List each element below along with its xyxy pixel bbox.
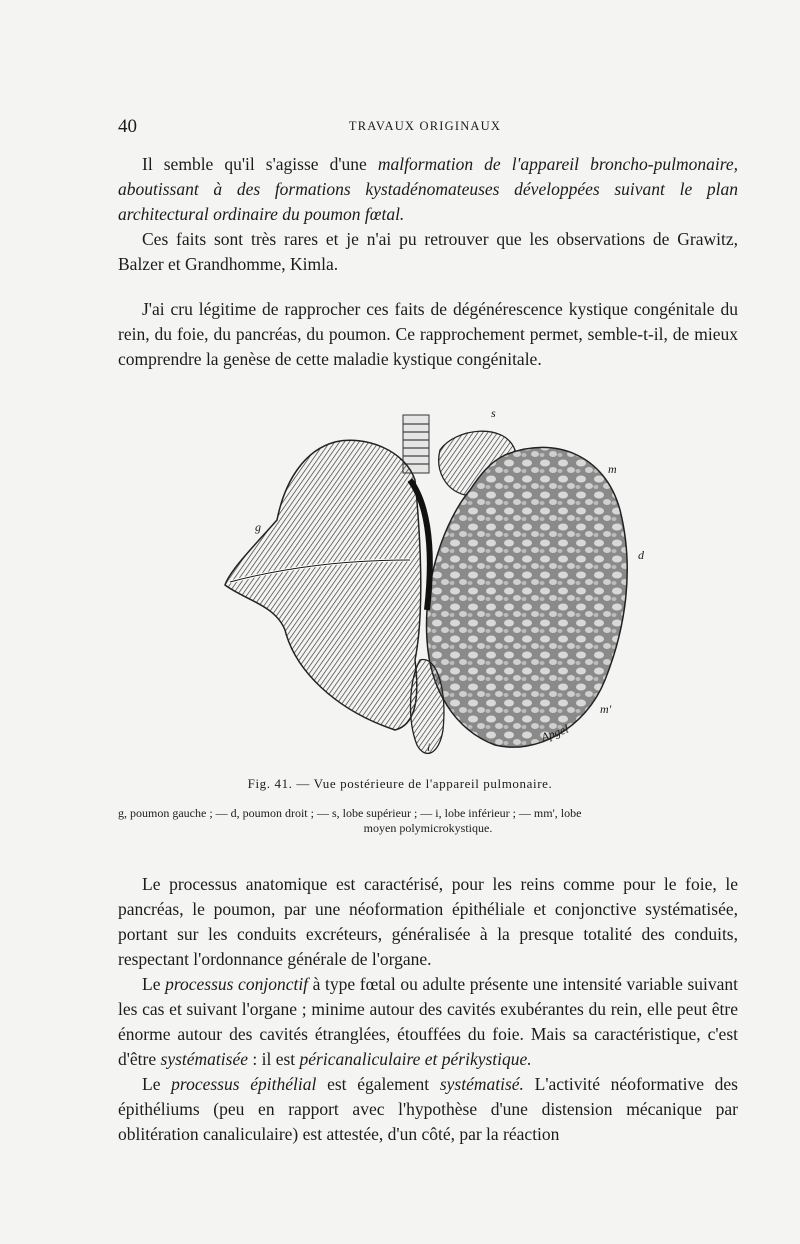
paragraph-6 [118, 1072, 738, 1147]
paragraph-3-text: J'ai cru légitime de rapprocher ces faits de dégénérescence kystique congénitale du rein, du foie, du pancréas, du poumon. Ce rapprochement permet, semble-t-il, de mieux comprendre la genèse de cette maladie kystique congénitale. [118, 299, 738, 369]
running-title: TRAVAUX ORIGINAUX [348, 119, 502, 133]
paragraph-6-c: est également [316, 1074, 440, 1094]
label-m-prime: m' [600, 702, 612, 716]
label-i: i [427, 740, 431, 754]
paragraph-4-block [118, 872, 738, 1147]
engraver-signature: Apgel [539, 721, 571, 745]
paragraph-5-d: systématisée [160, 1049, 248, 1069]
paragraph-6-a: Le [142, 1074, 172, 1094]
page-number: 40 [118, 116, 137, 137]
label-m: m [608, 462, 617, 476]
paragraph-3 [118, 297, 738, 372]
lung-engraving-image [215, 410, 635, 770]
paragraph-1-block [118, 152, 738, 277]
paragraph-6-e: L'activité néoformative des épithéliums (peu en rapport avec l'hypothèse d'une distension mécanique par oblitération canaliculaire) est attestée, d'un côté, par la réaction [118, 1074, 738, 1144]
label-s: s [491, 406, 496, 420]
paragraph-2-text: Ces faits sont très rares et je n'ai pu retrouver que les observations de Grawitz, Balzer et Grandhomme, Kimla. [118, 229, 738, 274]
paragraph-5-f: péricanaliculaire et périkystique. [299, 1049, 532, 1069]
paragraph-5-c: à type fœtal ou adulte présente une intensité variable suivant les cas et suivant l'organe ; minime autour des cavités exubérantes du rein, elle peut être énorme autour des cavités étranglées, étouffées du foie. Mais sa caractéristique, c'est d'être [118, 974, 738, 1069]
paragraph-1 [118, 152, 738, 227]
paragraph-3-block [118, 297, 738, 372]
paragraph-2 [118, 227, 738, 277]
figure-legend-line1: g, poumon gauche ; — d, poumon droit ; — s, lobe supérieur ; — i, lobe inférieur ; — mm', lobe [118, 806, 582, 820]
paragraph-4-text: Le processus anatomique est caractérisé, pour les reins comme pour le foie, le pancréas, le poumon, par une néoformation épithéliale et conjonctive systématisée, portant sur les conduits excréteurs, généralisée à la presque totalité des conduits, respectant l'ordonnance générale de l'organe. [118, 874, 738, 969]
paragraph-5-e: : il est [248, 1049, 300, 1069]
paragraph-5-a: Le [142, 974, 166, 994]
paragraph-6-d: systématisé. [439, 1074, 524, 1094]
paragraph-5 [118, 972, 738, 1072]
label-g: g [255, 520, 261, 534]
lung-illustration [215, 406, 644, 770]
label-d: d [638, 548, 644, 562]
figure-legend-line2: moyen polymicrokystique. [363, 821, 493, 835]
figure-caption: Fig. 41. — Vue postérieure de l'appareil pulmonaire. [247, 776, 553, 791]
paragraph-1-text: Il semble qu'il s'agisse d'une [142, 154, 378, 174]
paragraph-1-italic: malformation de l'appareil broncho-pulmonaire, aboutissant à des formations kystadénomateuses développées suivant le plan architectural ordinaire du poumon fœtal. [118, 154, 738, 224]
paragraph-4 [118, 872, 738, 972]
paragraph-5-b: processus conjonctif [165, 974, 309, 994]
figure-legend [118, 806, 738, 836]
paragraph-6-b: processus épithélial [171, 1074, 317, 1094]
